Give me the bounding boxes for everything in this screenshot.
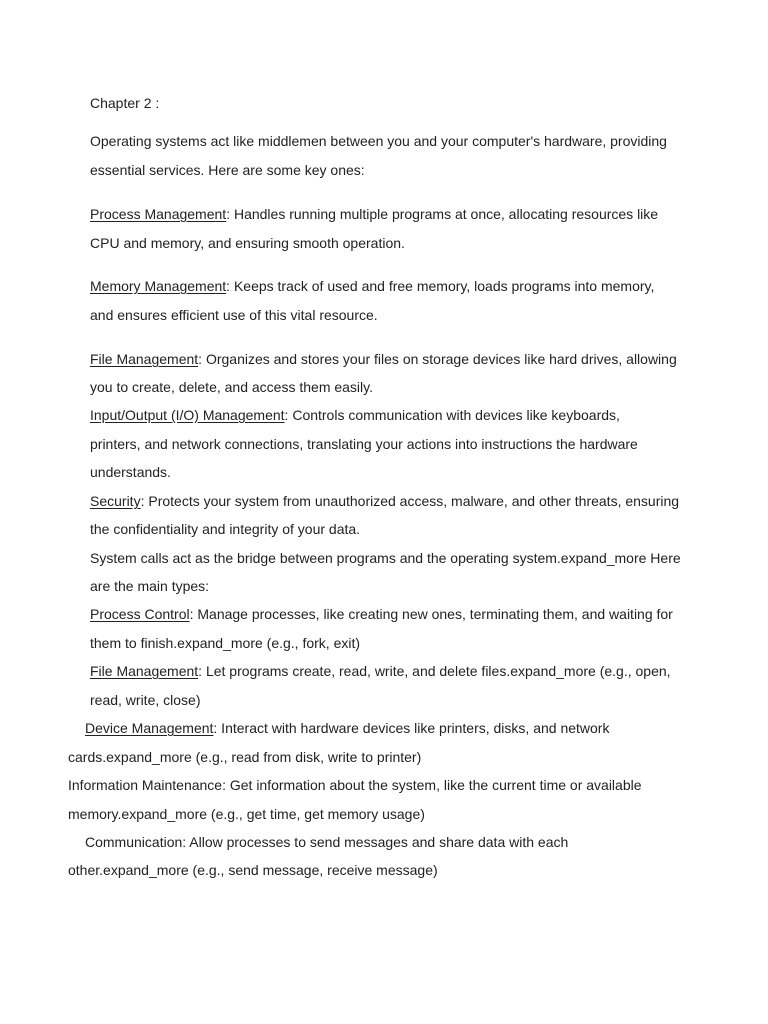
memory-management-colon: : [226, 278, 231, 294]
process-control-line-2: them to finish.expand_more (e.g., fork, exit) [90, 635, 361, 651]
security-line-2: the confidentiality and integrity of your data. [90, 521, 361, 537]
security-text: Protects your system from unauthorized access, malware, and other threats, ensuring [144, 493, 680, 509]
system-calls-line-2: are the main types: [90, 578, 210, 594]
file-management-text: Organizes and stores your files on storage devices like hard drives, allowing [202, 351, 677, 367]
memory-management-line-1 [90, 277, 654, 295]
information-maintenance-line-2: memory.expand_more (e.g., get time, get memory usage) [68, 806, 425, 822]
file-calls-line-2: read, write, close) [90, 692, 201, 708]
memory-management-line-2: and ensures efficient use of this vital resource. [90, 307, 378, 323]
process-control-colon: : [189, 606, 194, 622]
communication-line-2: other.expand_more (e.g., send message, receive message) [68, 862, 438, 878]
process-management-term: Process Management [90, 206, 227, 222]
system-calls-line-1: System calls act as the bridge between programs and the operating system.expand_more Here [90, 550, 681, 566]
file-calls-colon: : [198, 663, 203, 679]
memory-management-text: Keeps track of used and free memory, loads programs into memory, [230, 278, 655, 294]
file-management-line-2: you to create, delete, and access them easily. [90, 379, 374, 395]
device-management-line-2: cards.expand_more (e.g., read from disk, write to printer) [68, 749, 422, 765]
device-management-colon: : [213, 720, 218, 736]
communication-line-1: Communication: Allow processes to send messages and share data with each [85, 834, 569, 850]
chapter-heading: Chapter 2 : [90, 95, 160, 111]
file-management-line-1 [90, 350, 677, 368]
io-management-colon: : [284, 407, 289, 423]
device-management-term: Device Management [85, 720, 214, 736]
process-management-colon: : [226, 206, 231, 222]
information-maintenance-line-1: Information Maintenance: Get information about the system, like the current time or available [68, 777, 642, 793]
io-management-line-2: printers, and network connections, translating your actions into instructions the hardware [90, 436, 638, 452]
process-management-line-1 [90, 205, 658, 223]
io-management-text: Controls communication with devices like keyboards, [288, 407, 620, 423]
memory-management-term: Memory Management [90, 278, 227, 294]
io-management-line-1 [90, 406, 620, 424]
file-management-colon: : [198, 351, 203, 367]
file-calls-line-1 [90, 662, 671, 680]
file-calls-text: Let programs create, read, write, and delete files.expand_more (e.g., open, [202, 663, 671, 679]
io-management-line-3: understands. [90, 464, 171, 480]
process-control-line-1 [90, 605, 673, 623]
security-colon: : [140, 493, 145, 509]
intro-line-1: Operating systems act like middlemen between you and your computer's hardware, providing [90, 133, 667, 149]
device-management-line-1 [85, 719, 609, 737]
process-control-term: Process Control [90, 606, 190, 622]
process-management-line-2: CPU and memory, and ensuring smooth operation. [90, 235, 405, 251]
file-management-term: File Management [90, 351, 199, 367]
device-management-text: Interact with hardware devices like printers, disks, and network [217, 720, 610, 736]
security-term: Security [90, 493, 141, 509]
process-management-text: Handles running multiple programs at once, allocating resources like [230, 206, 659, 222]
file-calls-term: File Management [90, 663, 199, 679]
process-control-text: Manage processes, like creating new ones, terminating them, and waiting for [193, 606, 673, 622]
security-line-1 [90, 492, 679, 510]
io-management-term: Input/Output (I/O) Management [90, 407, 285, 423]
intro-line-2: essential services. Here are some key ones: [90, 162, 365, 178]
